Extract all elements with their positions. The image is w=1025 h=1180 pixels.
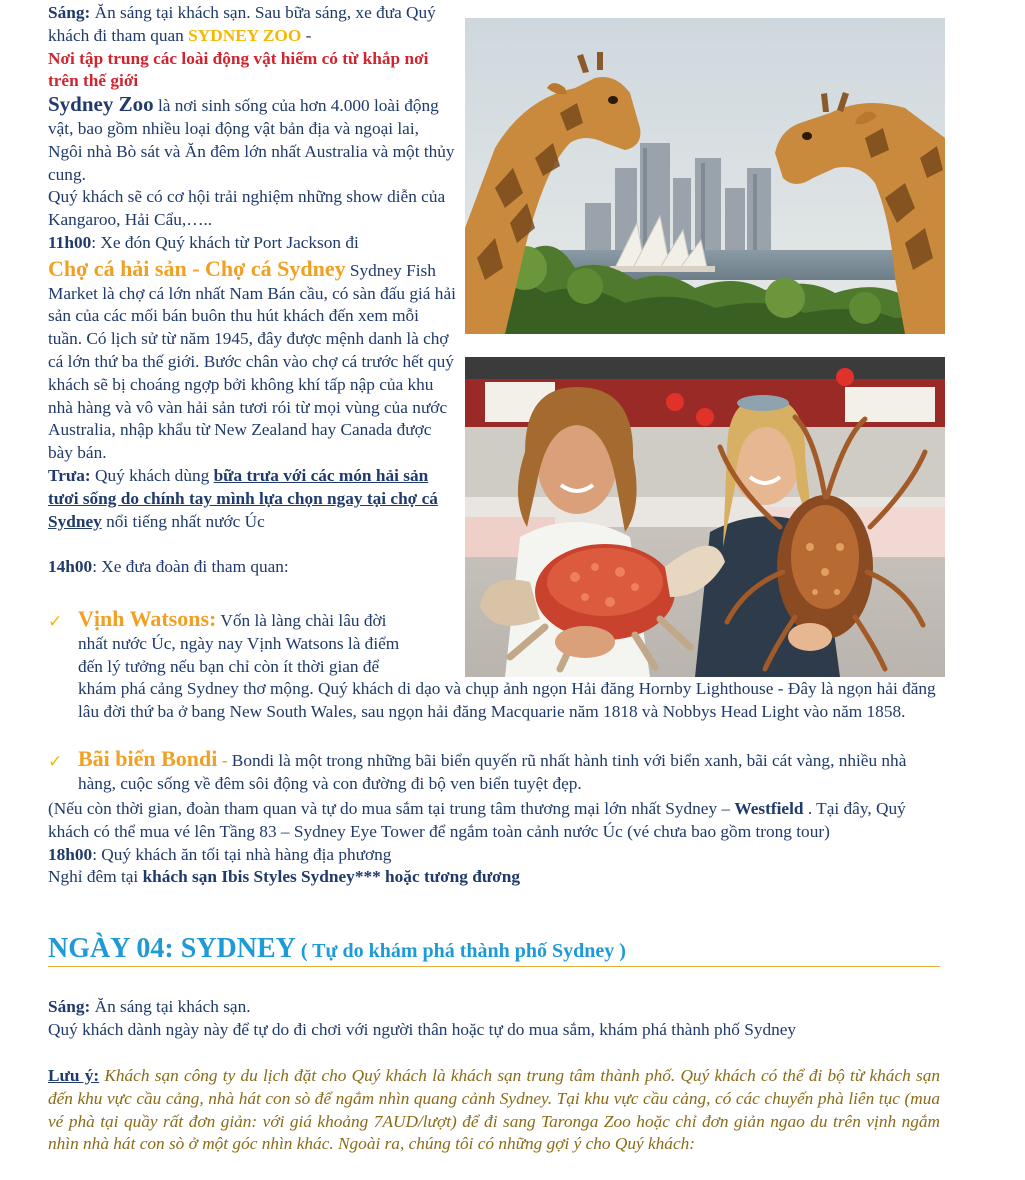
bondi-text: Bondi là một trong những bãi biển quyến rũ nhất hành tinh với biển xanh, bãi cát vàng, nhiều nhà hàng, cuộc sống về đêm sôi động và con đường đi bộ ven biển tuyệt đẹp.: [78, 751, 907, 793]
zoo-show-text: Quý khách sẽ có cơ hội trải nghiệm những show diễn của Kangaroo, Hải Cẩu,…..: [48, 187, 446, 230]
morning-paragraph: [48, 2, 456, 48]
lunch-paragraph: [48, 465, 456, 533]
text-1100: : Xe đón Quý khách từ Port Jackson đi: [91, 232, 359, 252]
fish-market-heading: Chợ cá hải sản - Chợ cá Sydney: [48, 255, 346, 281]
watsons-text-rest: khám phá cảng Sydney thơ mộng. Quý khách di dạo và chụp ảnh ngọn Hải đăng Hornby Lighthouse - Đây là ngọn hải đăng lâu đời thứ ba ở bang New South Wales, sau ngọn hải đăng Macquarie năm 1818 và Nobbys Head Light vào năm 1858.: [78, 679, 936, 722]
note-paragraph: [48, 1065, 940, 1156]
time-1400-paragraph: [48, 556, 456, 579]
note-section: [48, 1065, 940, 1156]
time-1400: 14h00: [48, 557, 93, 577]
watsons-text-1: Vốn là làng chài lâu đời: [216, 611, 387, 630]
day-4-morning-text: Ăn sáng tại khách sạn.: [90, 997, 251, 1016]
morning-label: Sáng:: [48, 3, 91, 22]
text-1800: : Quý khách ăn tối tại nhà hàng địa phương: [92, 844, 392, 864]
westfield-name: Westfield: [734, 799, 804, 818]
list-item-bondi-beach: [48, 748, 943, 796]
time-1800-paragraph: [48, 844, 943, 867]
fish-market-description: Sydney Fish Market là chợ cá lớn nhất Nam Bán cầu, có sàn đấu giá hải sản của các mối bán buôn thu hút khách đến xem mỗi tuần. Có lịch sử từ năm 1945, đây được mệnh danh là chợ cá lớn thứ ba thế giới. Bước chân vào chợ cá trước hết quý khách sẽ bị choáng ngợp bởi không khí tấp nập của khu nhà hàng và vô vàn hải sản tươi rói từ mọi vùng của nước Australia, nhập khẩu từ New Zealand hay Canada được bày bán.: [48, 260, 456, 463]
morning-section: [48, 2, 456, 579]
morning-text: Ăn sáng tại khách sạn. Sau bữa sáng, xe đưa Quý khách đi tham quan: [48, 3, 436, 45]
time-1100: 11h00: [48, 232, 92, 252]
check-icon: ✓: [48, 752, 63, 771]
zoo-tagline: Nơi tập trung các loài động vật hiếm có từ khắp nơi trên thế giới: [48, 48, 429, 91]
zoo-dash: -: [301, 25, 312, 45]
overnight-pre: Nghỉ đêm tại: [48, 867, 143, 887]
check-icon: ✓: [48, 612, 63, 631]
day-4-subtitle: ( Tự do khám phá thành phố Sydney ): [295, 940, 626, 962]
zoo-paragraph: [48, 93, 456, 186]
lunch-pre: Quý khách dùng: [90, 465, 214, 485]
time-1800: 18h00: [48, 844, 93, 864]
bondi-title: Bãi biển Bondi: [78, 746, 218, 771]
lunch-label: Trưa:: [48, 465, 91, 485]
text-1400: : Xe đưa đoàn đi tham quan:: [92, 557, 289, 577]
zoo-description: là nơi sinh sống của hơn 4.000 loài động vật, bao gồm nhiều loại động vật bản địa và ngoại lai, Ngôi nhà Bò sát và Ăn đêm lớn nhất Australia và một thủy cung.: [48, 96, 455, 184]
zoo-name: SYDNEY ZOO: [188, 25, 302, 45]
day-4-morning: [48, 996, 943, 1042]
overnight-hotel: khách sạn Ibis Styles Sydney*** hoặc tương đương: [142, 867, 521, 887]
day-4-morning-paragraph: [48, 996, 943, 1019]
day-4-heading: [48, 933, 940, 967]
overnight-paragraph: [48, 866, 943, 889]
list-item-watsons-bay: [48, 608, 948, 724]
day-4-free-day: Quý khách dành ngày này để tự do đi chơi với người thân hoặc tự do mua sắm, khám phá thành phố Sydney: [48, 1019, 797, 1039]
watsons-line-2: nhất nước Úc, ngày nay Vịnh Watsons là điểm: [78, 633, 400, 653]
time-1100-paragraph: [48, 232, 456, 255]
zoo-giraffes-photo: [465, 18, 945, 334]
shopping-pre: (Nếu còn thời gian, đoàn tham quan và tự do mua sắm tại trung tâm thương mại lớn nhất Sydney –: [48, 799, 735, 818]
bondi-paragraph: [78, 748, 943, 796]
watsons-bay-body: [78, 608, 948, 724]
lunch-post: nổi tiếng nhất nước Úc: [101, 511, 265, 531]
shopping-paragraph: [48, 798, 943, 844]
day-4-title: NGÀY 04: SYDNEY: [48, 933, 296, 964]
watsons-line-3: đến lý tưởng nếu bạn chỉ còn ít thời gian để: [78, 656, 380, 676]
lunch-highlight: bữa trưa với các món hải sản tươi sống do chính tay mình lựa chọn ngay tại chợ cá Sydney: [48, 465, 438, 531]
day-4-morning-label: Sáng:: [48, 997, 91, 1016]
fish-market-paragraph: [48, 255, 456, 465]
bondi-dash: -: [217, 751, 232, 770]
evening-section: [48, 798, 943, 889]
watsons-bay-title: Vịnh Watsons:: [78, 606, 217, 631]
shopping-post: . Tại đây, Quý khách có thể mua vé lên Tầng 83 – Sydney Eye Tower để ngắm toàn cảnh nước Úc (vé chưa bao gồm trong tour): [48, 799, 906, 841]
note-label: Lưu ý:: [48, 1066, 100, 1085]
zoo-heading: Sydney Zoo: [48, 92, 154, 117]
watsons-line-1: [78, 608, 948, 633]
bondi-body: [78, 748, 943, 796]
note-text: Khách sạn công ty du lịch đặt cho Quý khách là khách sạn trung tâm thành phố. Quý khách có thể đi bộ từ khách sạn đến khu vực cầu cảng, nhà hát con sò để ngắm nhìn quang cảnh Sydney. Tại khu vực cầu cảng, có các chuyến phà liên tục (mua vé phà tại quầy rất đơn giản: với giá khoảng 7AUD/lượt) để đi sang Taronga Zoo hoặc chỉ đơn giản ngao du trên vịnh ngắm nhìn nhà hát con sò ở một góc nhìn khác. Ngoài ra, chúng tôi có những gợi ý cho Quý khách:: [48, 1066, 940, 1154]
